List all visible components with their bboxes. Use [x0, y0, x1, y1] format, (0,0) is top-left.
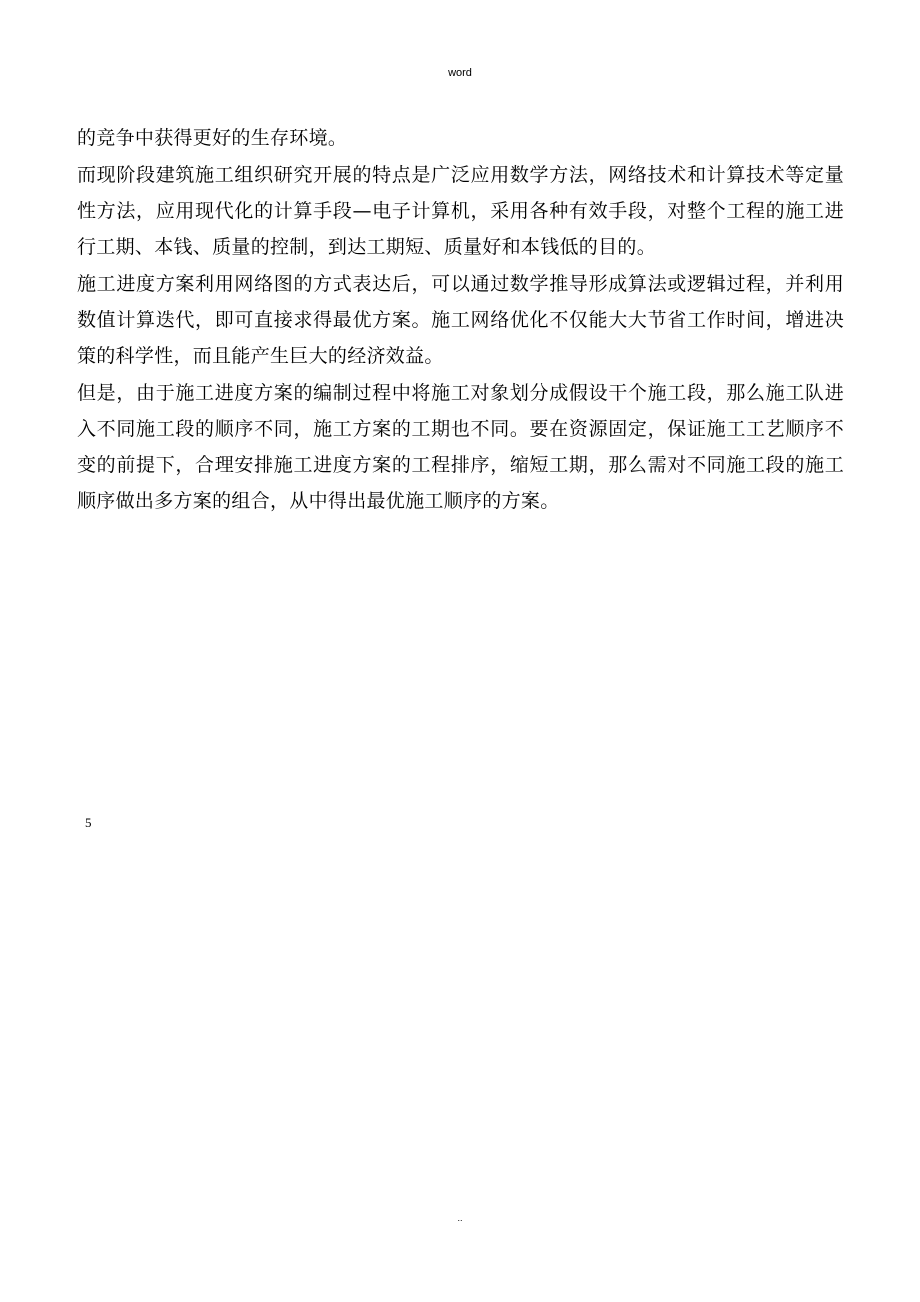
page-header: word: [448, 67, 472, 79]
paragraph-3: 施工进度方案利用网络图的方式表达后，可以通过数学推导形成算法或逻辑过程，并利用数值计算迭代，即可直接求得最优方案。施工网络优化不仅能大大节省工作时间，增进决策的科学性，而且能产生巨大的经济效益。: [77, 273, 844, 367]
document-body: [77, 120, 844, 520]
page-footer: ..: [457, 1213, 463, 1223]
paragraph-4: 但是，由于施工进度方案的编制过程中将施工对象划分成假设干个施工段，那么施工队进入不同施工段的顺序不同，施工方案的工期也不同。要在资源固定，保证施工工艺顺序不变的前提下，合理安排施工进度方案的工程排序，缩短工期，那么需对不同施工段的施工顺序做出多方案的组合，从中得出最优施工顺序的方案。: [77, 382, 844, 512]
paragraph-2: 而现阶段建筑施工组织研究开展的特点是广泛应用数学方法，网络技术和计算技术等定量性方法，应用现代化的计算手段—电子计算机，采用各种有效手段，对整个工程的施工进行工期、本钱、质量的控制，到达工期短、质量好和本钱低的目的。: [77, 164, 844, 258]
page-number: 5: [85, 815, 92, 830]
paragraph-1: 的竞争中获得更好的生存环境。: [77, 127, 348, 149]
